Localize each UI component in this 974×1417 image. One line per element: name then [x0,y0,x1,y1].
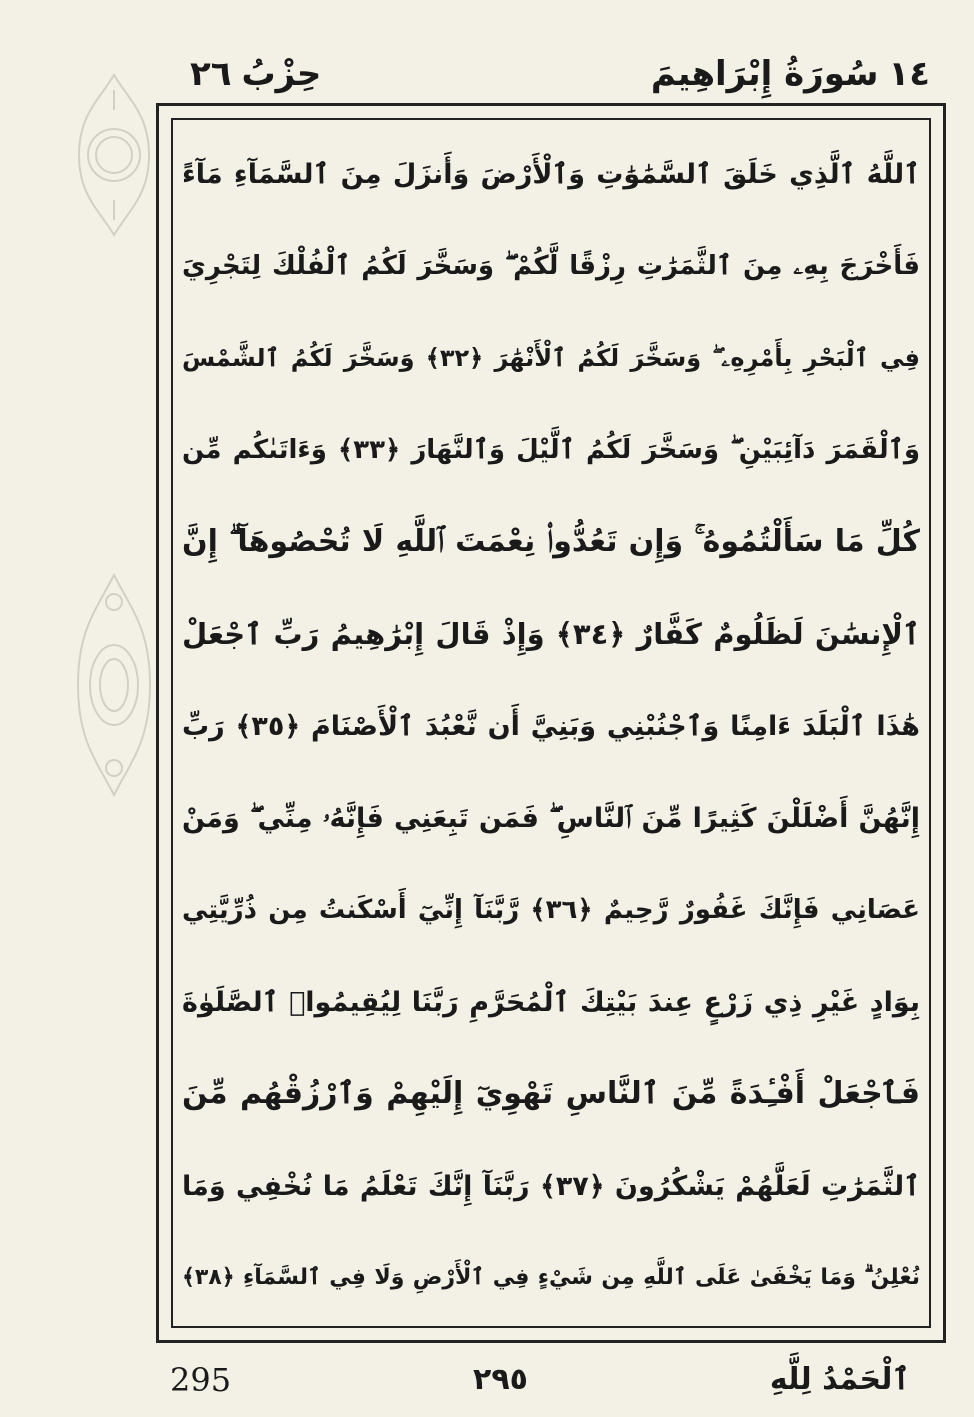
text-line: بِوَادٍ غَيْرِ ذِي زَرْعٍ عِندَ بَيْتِكَ ٱلْمُحَرَّمِ رَبَّنَا لِيُقِيمُوا۟ ٱلصَّلَوٰةَ [182,986,920,1018]
catchword: ٱلْحَمْدُ لِلَّهِ [769,1362,910,1397]
surah-name: سُورَةُ إِبْرَاهِيمَ [650,54,879,94]
text-line: نُعْلِنُ ۗ وَمَا يَخْفَىٰ عَلَى ٱللَّهِ مِن شَيْءٍ فِي ٱلْأَرْضِ وَلَا فِي ٱلسَّمَآءِ ﴿٣٨﴾ [182,1265,920,1290]
text-line: ٱلثَّمَرَٰتِ لَعَلَّهُمْ يَشْكُرُونَ ﴿٣٧﴾ رَبَّنَآ إِنَّكَ تَعْلَمُ مَا نُخْفِي وَمَا [182,1170,920,1202]
text-line: ٱلْإِنسَٰنَ لَظَلُومٌ كَفَّارٌ ﴿٣٤﴾ وَإِذْ قَالَ إِبْرَٰهِيمُ رَبِّ ٱجْعَلْ [182,616,920,651]
page-header [190,48,930,100]
hizb-label: حِزْبُ [241,54,322,94]
text-line: إِنَّهُنَّ أَضْلَلْنَ كَثِيرًا مِّنَ ٱلنَّاسِ ۖ فَمَن تَبِعَنِي فَإِنَّهُۥ مِنِّي ۖ وَمَنْ [182,802,920,834]
rub-margin-ornament-icon [74,570,154,800]
page-number-latin: 295 [170,1360,232,1399]
quran-text [182,128,920,1318]
text-line: هَٰذَا ٱلْبَلَدَ ءَامِنًا وَٱجْنُبْنِي وَبَنِيَّ أَن نَّعْبُدَ ٱلْأَصْنَامَ ﴿٣٥﴾ رَبِّ [182,710,920,742]
text-line: فِي ٱلْبَحْرِ بِأَمْرِهِۦ ۖ وَسَخَّرَ لَكُمُ ٱلْأَنْهَٰرَ ﴿٣٢﴾ وَسَخَّرَ لَكُمُ ٱلشَّمْسَ [182,344,920,372]
page-footer [170,1352,910,1407]
surah-title [651,54,930,94]
text-line: ٱللَّهُ ٱلَّذِي خَلَقَ ٱلسَّمَٰوَٰتِ وَٱلْأَرْضَ وَأَنزَلَ مِنَ ٱلسَّمَآءِ مَآءً [182,158,920,190]
text-line: عَصَانِي فَإِنَّكَ غَفُورٌ رَّحِيمٌ ﴿٣٦﴾ رَّبَّنَآ إِنِّيٓ أَسْكَنتُ مِن ذُرِّيَّتِي [182,895,920,925]
text-line: وَٱلْقَمَرَ دَآئِبَيْنِ ۖ وَسَخَّرَ لَكُمُ ٱلَّيْلَ وَٱلنَّهَارَ ﴿٣٣﴾ وَءَاتَىٰكُم مِّن [182,435,920,465]
page-number-arabic: ٢٩٥ [473,1362,528,1397]
text-line: فَأَخْرَجَ بِهِۦ مِنَ ٱلثَّمَرَٰتِ رِزْقًا لَّكُمْ ۖ وَسَخَّرَ لَكُمُ ٱلْفُلْكَ لِتَجْرِيَ [182,251,920,281]
surah-number: ١٤ [888,54,930,94]
hizb-margin-ornament-icon [74,70,154,240]
hizb-label-group [190,54,321,94]
hizb-number: ٢٦ [190,54,232,94]
text-line: كُلِّ مَا سَأَلْتُمُوهُ ۚ وَإِن تَعُدُّوا۟ نِعْمَتَ ٱللَّهِ لَا تُحْصُوهَآ ۗ إِنَّ [182,524,920,559]
text-line: فَٱجْعَلْ أَفْـِٔدَةً مِّنَ ٱلنَّاسِ تَهْوِيٓ إِلَيْهِمْ وَٱرْزُقْهُم مِّنَ [182,1076,920,1111]
